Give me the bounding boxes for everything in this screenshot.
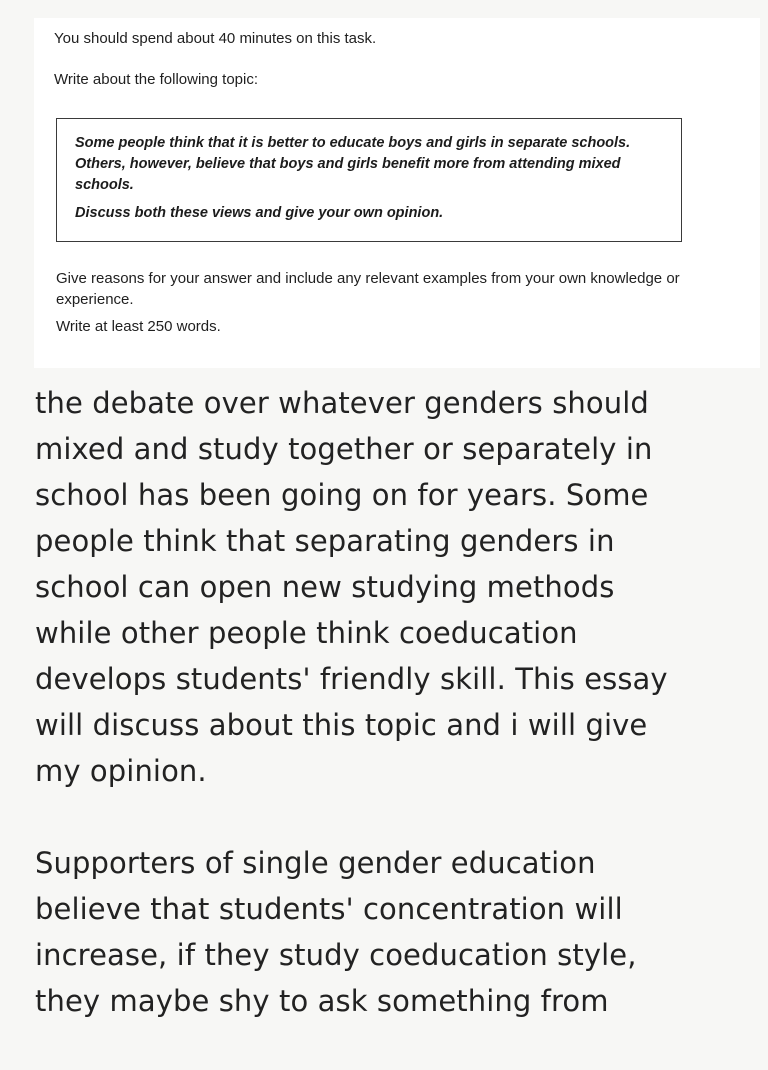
topic-intro: Write about the following topic: bbox=[54, 71, 259, 88]
topic-question: Discuss both these views and give your own opinion. bbox=[75, 205, 444, 221]
essay-paragraph-intro: the debate over whatever genders should mixed and study together or separately in school has been going on for years. Some people think that separating genders in school can open new studying methods while other people think coeducation develops students' friendly skill. This essay will discuss about this topic and i will give my opinion. bbox=[35, 386, 668, 788]
answer-instructions: Give reasons for your answer and include any relevant examples from your own knowledge or experience. bbox=[56, 270, 680, 308]
topic-box bbox=[56, 118, 682, 242]
essay-body bbox=[35, 380, 735, 1070]
topic-statement: Some people think that it is better to educate boys and girls in separate schools. Others, however, believe that boys and girls benefit more from attending mixed schools. bbox=[75, 135, 631, 193]
task-prompt-card bbox=[34, 18, 760, 368]
essay-paragraph-body: Supporters of single gender education believe that students' concentration will increase, if they study coeducation style, they maybe shy to ask something from bbox=[35, 846, 637, 1018]
word-requirement: Write at least 250 words. bbox=[56, 318, 221, 335]
time-note: You should spend about 40 minutes on this task. bbox=[54, 30, 377, 47]
